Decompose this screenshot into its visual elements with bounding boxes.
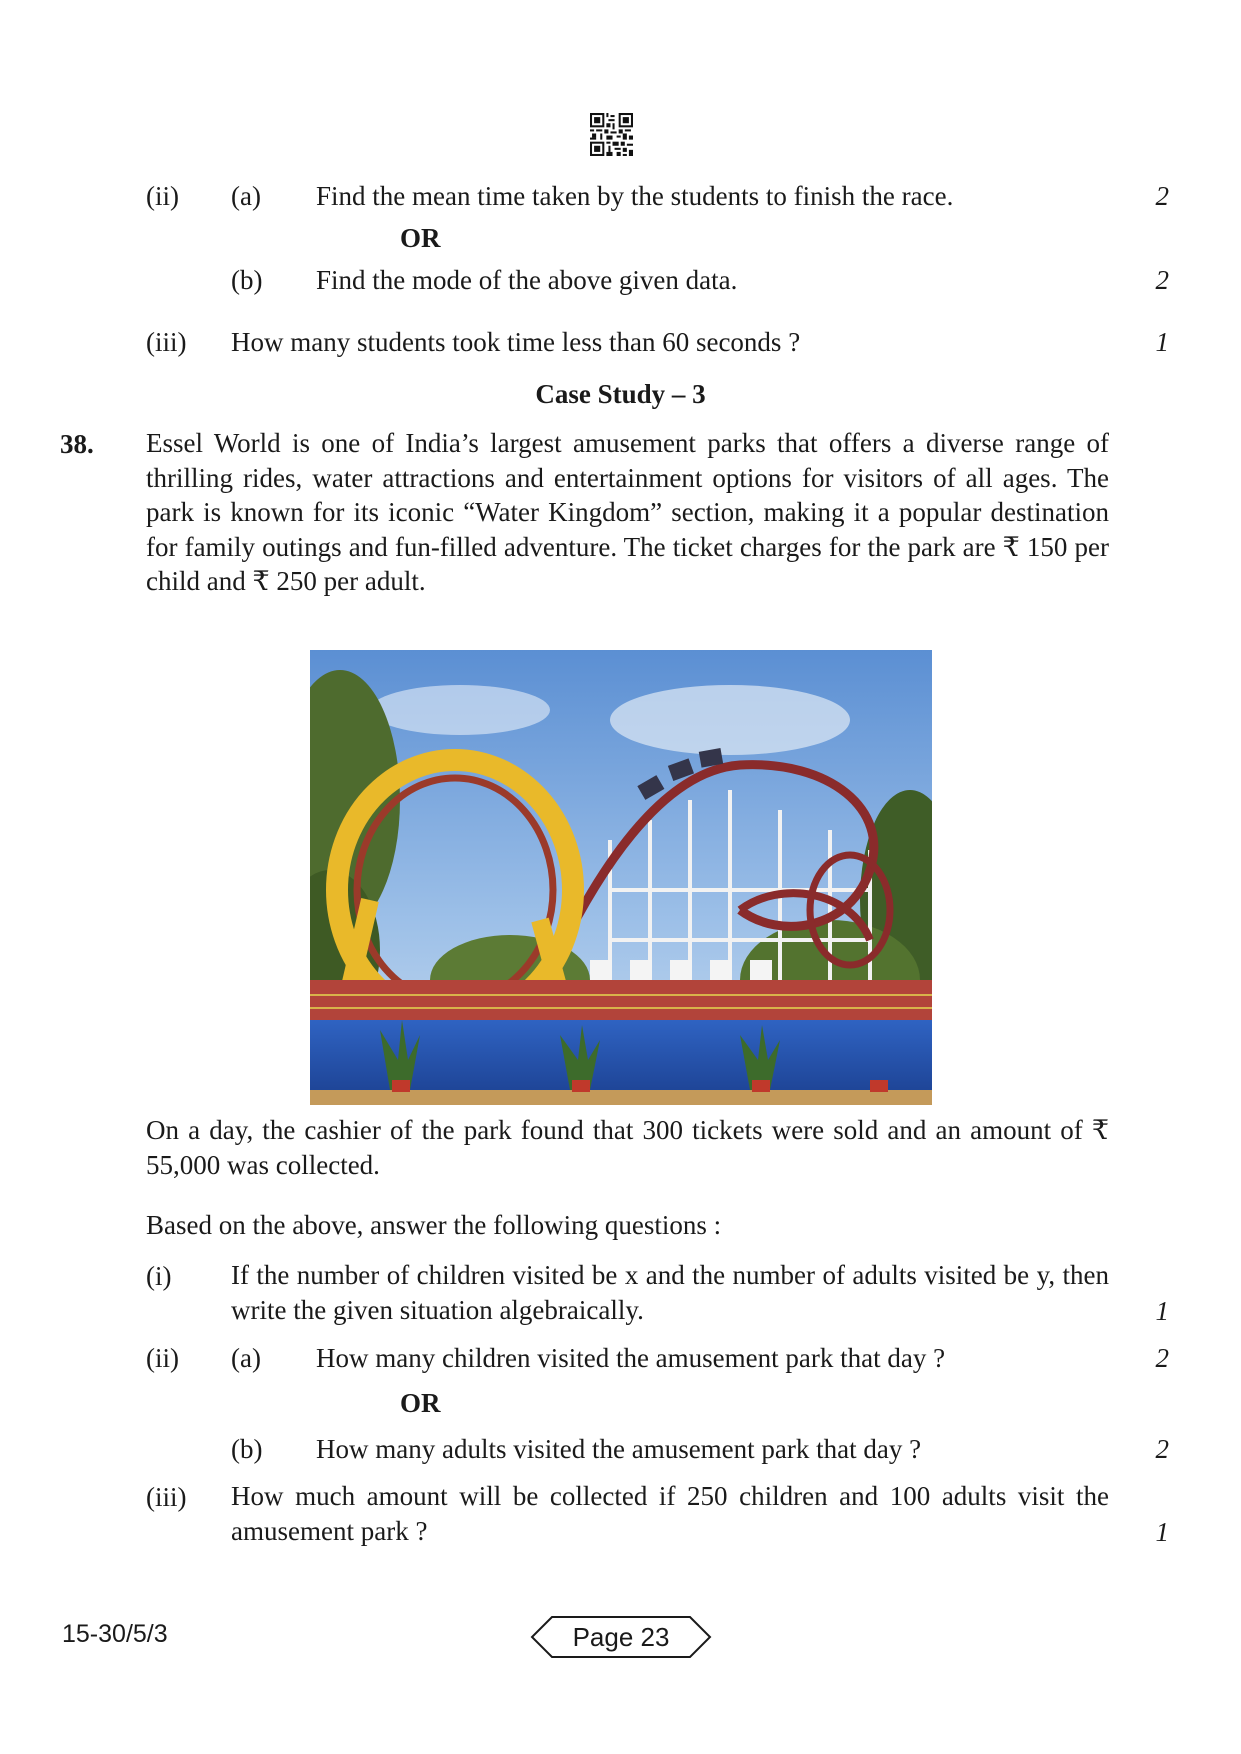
q37-ii-b-marks: 2 — [1155, 265, 1169, 295]
q38-after-image-paragraph: On a day, the cashier of the park found that 300 tickets were sold and an amount of ₹ 55,000 was collected. — [146, 1115, 1109, 1180]
q37-iii-text: How many students took time less than 60 seconds ? — [231, 327, 801, 357]
q38-i-marks: 1 — [1155, 1296, 1169, 1326]
q38-ii-a-label: (a) — [231, 1343, 261, 1373]
page-number: Page 23 — [572, 1622, 670, 1652]
q37-iii-marks: 1 — [1155, 327, 1169, 357]
q38-ii-number: (ii) — [146, 1343, 179, 1373]
q37-ii-a-marks: 2 — [1155, 181, 1169, 211]
q37-ii-a-text: Find the mean time taken by the students to finish the race. — [316, 181, 954, 211]
q38-iii-text: How much amount will be collected if 250 children and 100 adults visit the amusement park ? — [231, 1481, 1109, 1546]
q37-ii-b-text: Find the mode of the above given data. — [316, 265, 738, 295]
q37-iii-number: (iii) — [146, 327, 187, 357]
q38-lead-in: Based on the above, answer the following questions : — [146, 1210, 722, 1240]
q38-ii-b-label: (b) — [231, 1434, 263, 1464]
question-number: 38. — [60, 429, 94, 459]
q38-i-number: (i) — [146, 1261, 172, 1291]
q38-intro-paragraph: Essel World is one of India’s largest amusement parks that offers a diverse range of thrilling rides, water attractions and entertainment options for visitors of all ages. The park is known for its iconic “Water Kingdom” section, making it a popular destination for family outings and fun-filled adventure. The ticket charges for the park are ₹ 150 per child and ₹ 250 per adult. — [146, 428, 1109, 596]
q38-ii-b-text: How many adults visited the amusement park that day ? — [316, 1434, 922, 1464]
q38-iii-marks: 1 — [1155, 1517, 1169, 1547]
page-number-badge — [530, 1615, 712, 1659]
q38-ii-a-text: How many children visited the amusement park that day ? — [316, 1343, 946, 1373]
q37-ii-b-label: (b) — [231, 265, 263, 295]
roller-coaster-photo — [310, 650, 932, 1105]
q37-ii-a-label: (a) — [231, 181, 261, 211]
q38-i-text: If the number of children visited be x and the number of adults visited be y, then write the given situation algebraically. — [231, 1260, 1109, 1325]
q38-ii-or: OR — [400, 1388, 441, 1418]
q37-ii-or: OR — [400, 223, 441, 253]
qr-code-icon — [590, 113, 633, 156]
q38-ii-a-marks: 2 — [1155, 1343, 1169, 1373]
paper-code: 15-30/5/3 — [62, 1620, 168, 1648]
q38-ii-b-marks: 2 — [1155, 1434, 1169, 1464]
q37-ii-number: (ii) — [146, 181, 179, 211]
q38-iii-number: (iii) — [146, 1482, 187, 1512]
case-study-title: Case Study – 3 — [535, 379, 706, 409]
